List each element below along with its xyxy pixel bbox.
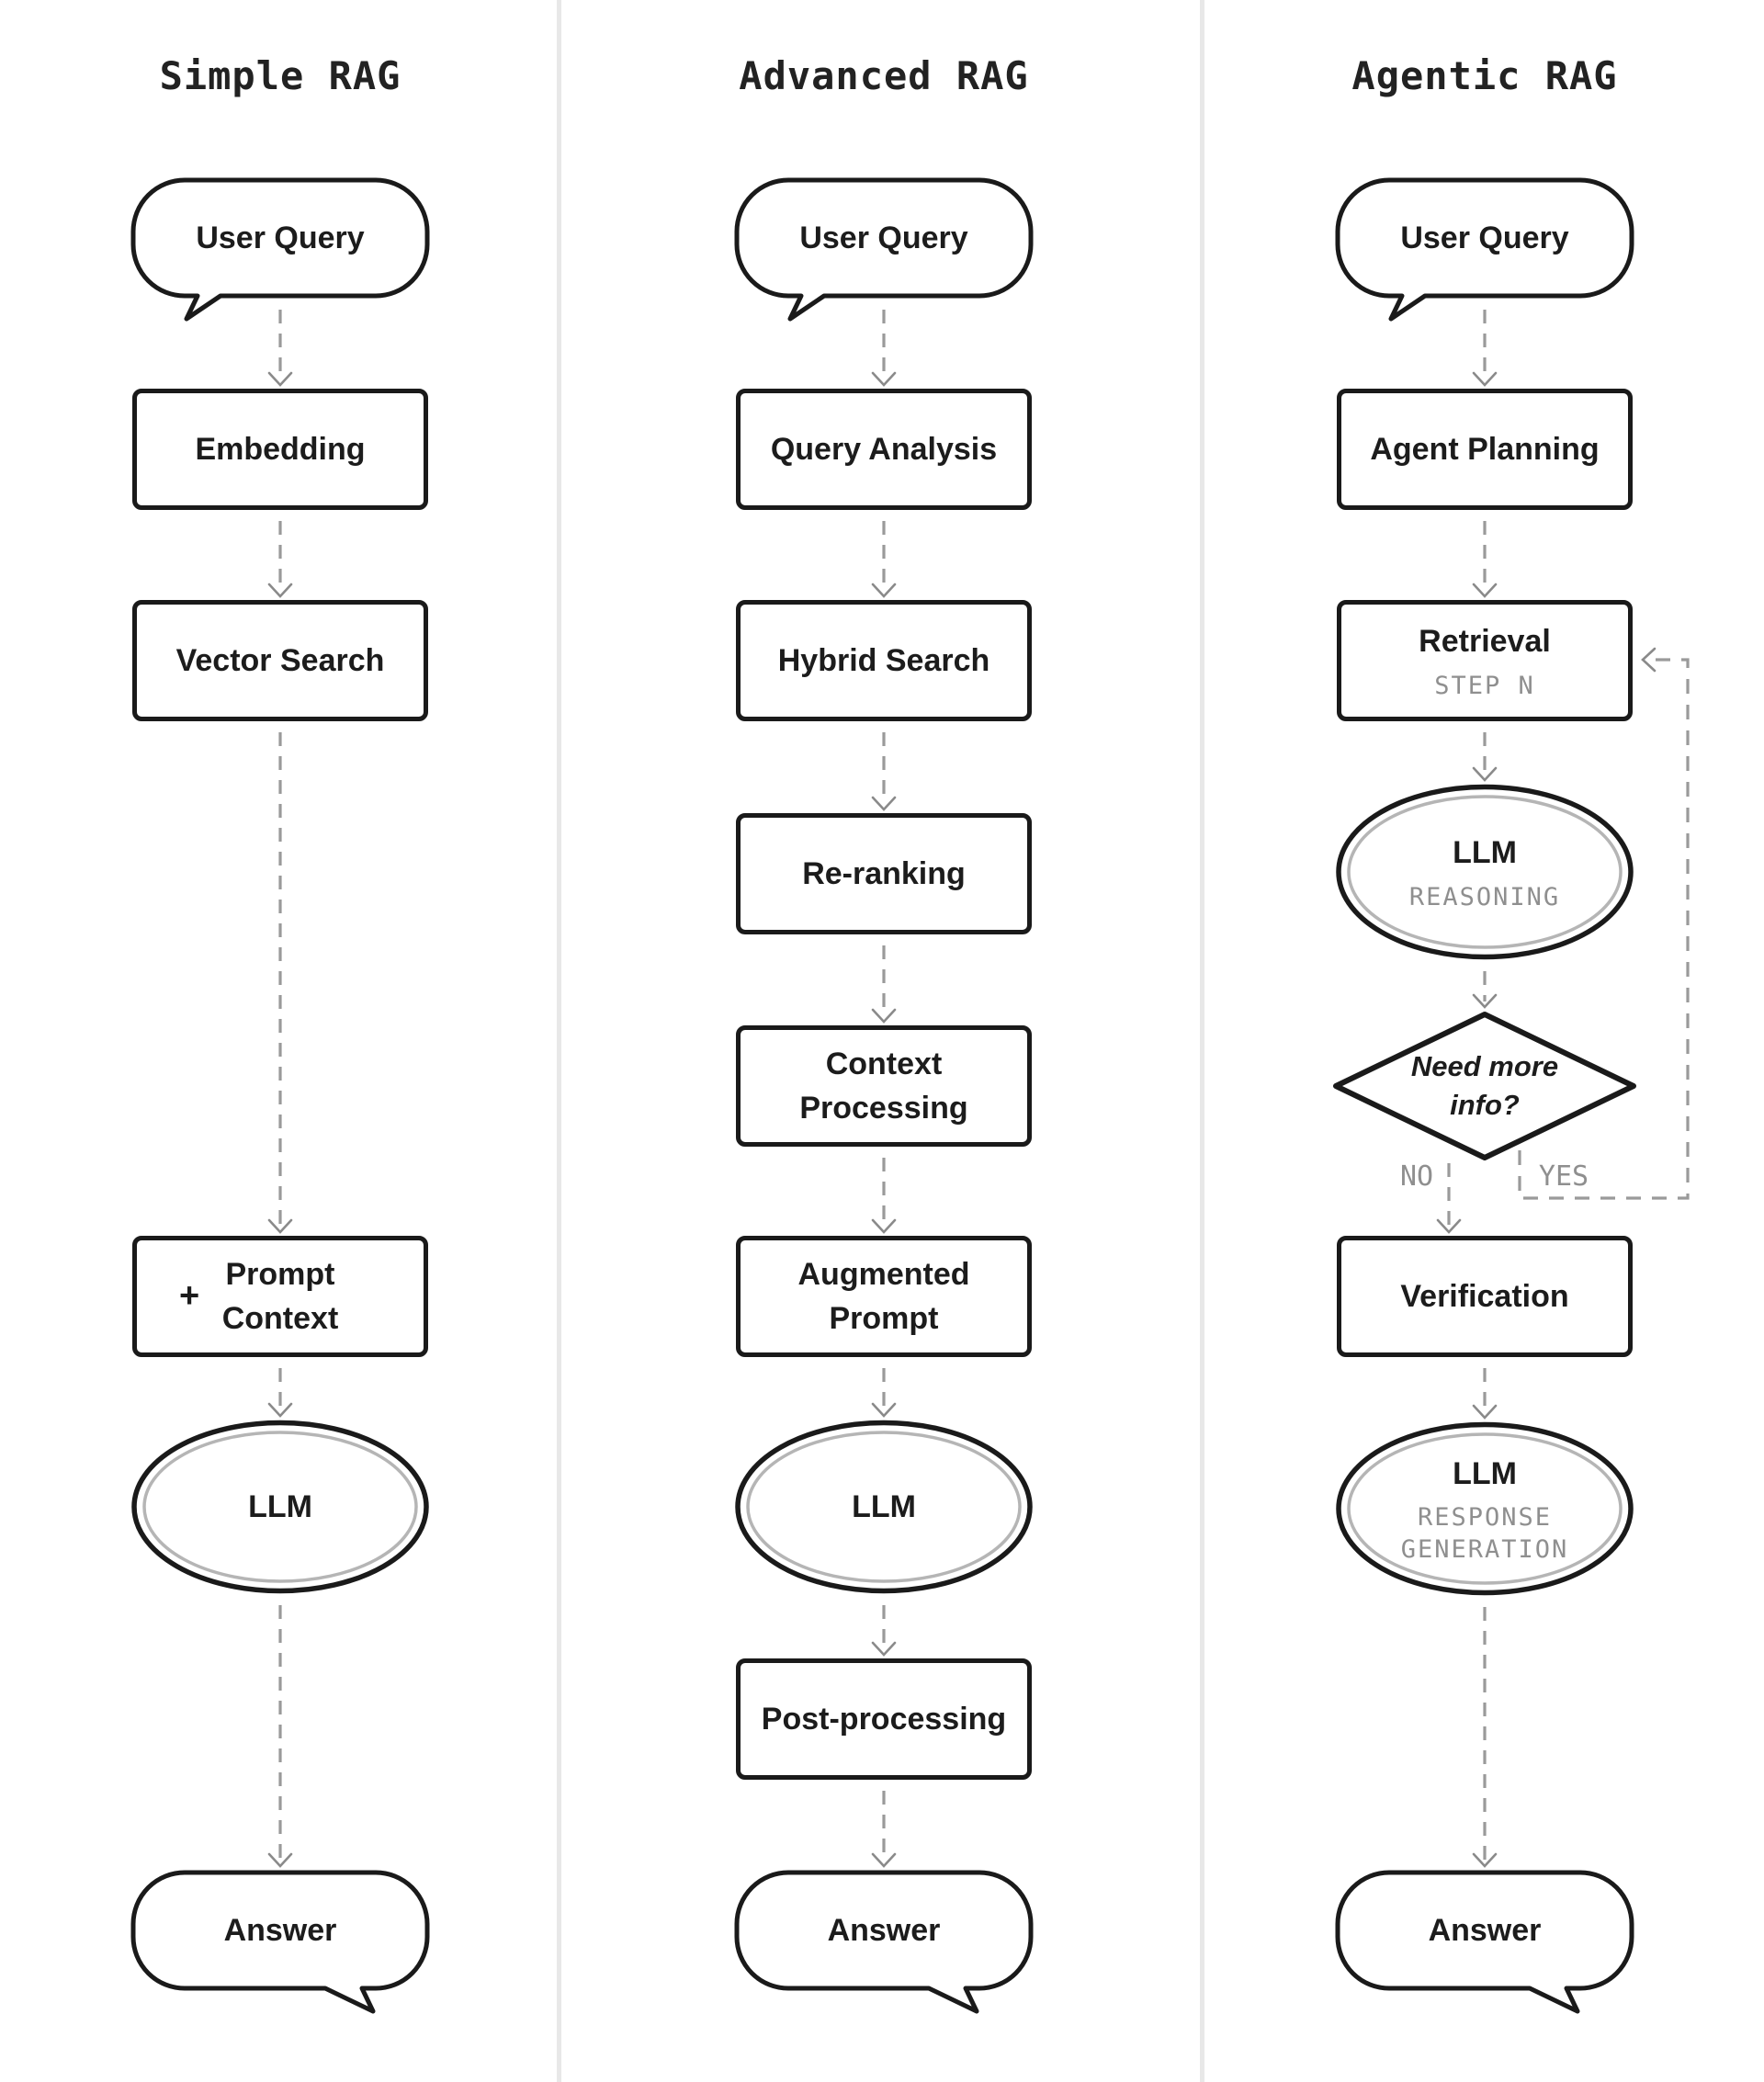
advanced-llm-ellipse [734, 1420, 1034, 1594]
agentic-decision-diamond [1330, 1011, 1639, 1161]
agentic-retrieval-box [1337, 600, 1633, 721]
dashed-arrow-down [873, 945, 895, 1022]
column-title-agentic: Agentic RAG [1351, 53, 1618, 98]
node-label: Retrieval [1419, 624, 1551, 660]
node-sublabel-line: GENERATION [1400, 1535, 1569, 1565]
node-label-line: Context [221, 1301, 339, 1336]
node-label [222, 1252, 339, 1341]
advanced-reranking-box [736, 813, 1032, 934]
node-label-line: info? [1450, 1089, 1520, 1121]
advanced-context-processing-box [736, 1025, 1032, 1147]
column-separator [1200, 0, 1204, 2082]
advanced-query-analysis-box [736, 389, 1032, 510]
dashed-arrow-down [873, 1158, 895, 1232]
agentic-llm-reasoning-ellipse [1335, 784, 1634, 960]
node-label: LLM [248, 1488, 312, 1524]
node-label: Query Analysis [770, 431, 998, 467]
node-label: Agent Planning [1370, 431, 1600, 467]
node-label [798, 1252, 970, 1341]
node-sublabel-line: RESPONSE [1417, 1503, 1553, 1533]
node-sublabel [1401, 1501, 1569, 1566]
node-sublabel: REASONING [1408, 882, 1561, 911]
agentic-answer-bubble [1335, 1870, 1634, 1991]
node-label: Answer [223, 1912, 337, 1948]
advanced-post-processing-box [736, 1658, 1032, 1780]
node-label: Hybrid Search [777, 642, 990, 678]
arrowhead-left [1643, 649, 1655, 671]
node-label: Re-ranking [802, 855, 966, 891]
branch-label-no: NO [1399, 1160, 1434, 1193]
column-separator [557, 0, 561, 2082]
dashed-arrow-down [1474, 732, 1496, 780]
dashed-arrow-down [873, 1368, 895, 1416]
node-label-line: Prompt [829, 1301, 939, 1336]
node-label: Post-processing [761, 1701, 1007, 1737]
simple-user-query-bubble [130, 177, 430, 299]
node-label: LLM [852, 1488, 916, 1524]
node-label: Embedding [195, 431, 366, 467]
dashed-arrow-down [269, 1368, 291, 1416]
branch-label-yes: YES [1538, 1160, 1589, 1193]
advanced-user-query-bubble [734, 177, 1034, 299]
node-label: User Query [196, 220, 365, 255]
dashed-arrow-down [269, 521, 291, 596]
dashed-arrow-down [873, 1605, 895, 1655]
node-label-line: Augmented [797, 1256, 970, 1292]
node-label: User Query [1400, 220, 1569, 255]
node-label: Answer [1428, 1912, 1542, 1948]
dashed-arrow-down [873, 1791, 895, 1866]
dashed-arrow-down [269, 1605, 291, 1866]
node-label-line: Context [825, 1046, 943, 1081]
dashed-arrow-down [873, 732, 895, 809]
plus-icon: + [179, 1276, 200, 1316]
node-label: Vector Search [175, 642, 385, 678]
node-label [799, 1042, 967, 1131]
node-label-line: Need more [1410, 1050, 1559, 1083]
dashed-arrow-down [873, 521, 895, 596]
node-label-line: Prompt [225, 1256, 335, 1292]
agentic-llm-response-ellipse [1335, 1421, 1634, 1596]
node-label: LLM [1453, 1455, 1517, 1491]
simple-embedding-box [132, 389, 428, 510]
node-label: Verification [1400, 1278, 1569, 1314]
agentic-user-query-bubble [1335, 177, 1634, 299]
column-title-simple: Simple RAG [159, 53, 401, 98]
dashed-arrow-down [1474, 971, 1496, 1007]
dashed-arrow-down [1474, 521, 1496, 596]
node-label-line: Processing [799, 1091, 968, 1126]
node-label: User Query [799, 220, 968, 255]
dashed-arrow-down [269, 732, 291, 1232]
simple-answer-bubble [130, 1870, 430, 1991]
node-label [1411, 1047, 1558, 1125]
advanced-hybrid-search-box [736, 600, 1032, 721]
column-title-advanced: Advanced RAG [739, 53, 1029, 98]
dashed-arrow-down [1474, 1607, 1496, 1866]
advanced-answer-bubble [734, 1870, 1034, 1991]
simple-prompt-context-box [132, 1236, 428, 1357]
simple-vector-search-box [132, 600, 428, 721]
agentic-verification-box [1337, 1236, 1633, 1357]
node-label: LLM [1453, 835, 1517, 871]
node-sublabel: STEP N [1434, 671, 1535, 700]
dashed-arrow-down [1474, 1368, 1496, 1418]
simple-llm-ellipse [130, 1420, 430, 1594]
node-label: Answer [827, 1912, 941, 1948]
agentic-agent-planning-box [1337, 389, 1633, 510]
advanced-augmented-prompt-box [736, 1236, 1032, 1357]
